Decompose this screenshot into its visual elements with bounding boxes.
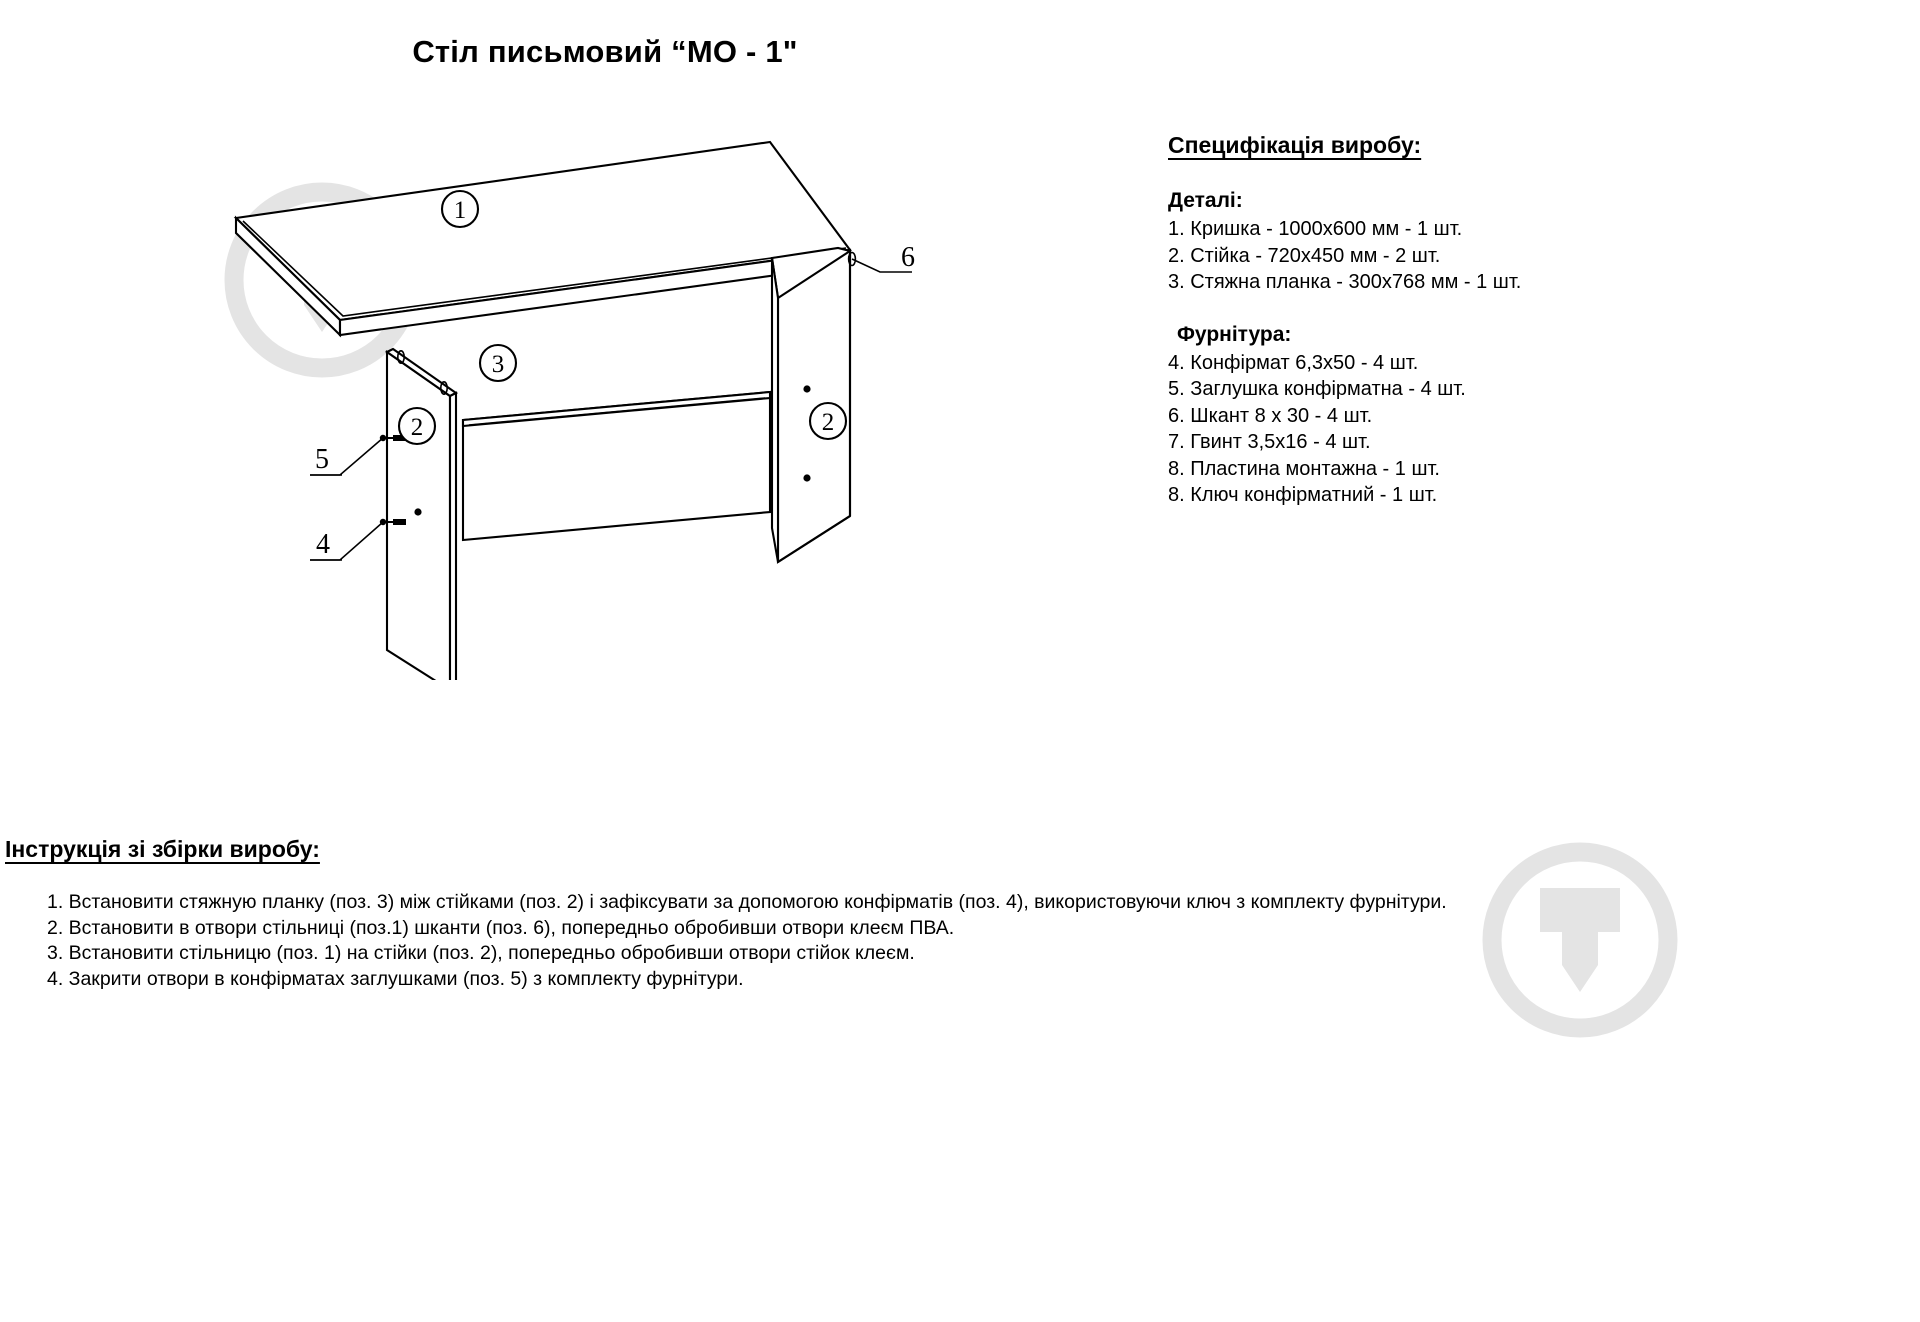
instruction-step: 4. Закрити отвори в конфірматах заглушками (поз. 5) з комплекту фурнітури. (47, 967, 744, 990)
part-item: 1. Кришка - 1000х600 мм - 1 шт. (1168, 218, 1463, 240)
hardware-item: 6. Шкант 8 х 30 - 4 шт. (1168, 404, 1373, 427)
hardware-item: 7. Гвинт 3,5х16 - 4 шт. (1168, 431, 1371, 453)
assembly-instructions-section (5, 836, 1705, 992)
part-item: 2. Стійка - 720х450 мм - 2 шт. (1168, 244, 1441, 267)
specification-panel (1168, 132, 1768, 509)
hardware-item: 5. Заглушка конфірматна - 4 шт. (1168, 378, 1466, 400)
specification-heading: Специфікація виробу: (1168, 132, 1422, 158)
leader-label-4: 4 (316, 529, 330, 560)
instruction-step: 2. Встановити в отвори стільниці (поз.1) шканти (поз. 6), попередньо обробивши отвори клеєм ПВА. (47, 916, 955, 939)
hardware-item: 4. Конфірмат 6,3х50 - 4 шт. (1168, 351, 1419, 374)
part-item: 3. Стяжна планка - 300х768 мм - 1 шт. (1168, 271, 1522, 293)
leader-label-5: 5 (315, 444, 329, 475)
assembly-diagram (150, 120, 950, 680)
hardware-item: 8. Пластина монтажна - 1 шт. (1168, 457, 1440, 480)
callout-label-2-left: 2 (410, 414, 424, 441)
instructions-heading: Інструкція зі збірки виробу: (5, 836, 320, 862)
hardware-heading: Фурнітура: (1177, 322, 1292, 346)
leader-label-6: 6 (901, 242, 915, 273)
instruction-step: 1. Встановити стяжную планку (поз. 3) між стійками (поз. 2) і зафіксувати за допомогою конфірматів (поз. 4), використовуючи ключ з комплекту фурнітури. (47, 891, 1447, 913)
callout-label-3: 3 (491, 351, 505, 378)
hardware-item: 8. Ключ конфірматний - 1 шт. (1168, 484, 1438, 506)
instruction-step: 3. Встановити стільницю (поз. 1) на стійки (поз. 2), попередньо обробивши отвори стійок клеєм. (47, 942, 915, 964)
callout-label-2-right: 2 (821, 409, 835, 436)
callout-label-1: 1 (453, 197, 467, 224)
instructions-list (5, 890, 1705, 992)
parts-heading: Деталі: (1168, 189, 1243, 212)
page-title: Стіл письмовий “МО - 1" (412, 34, 798, 69)
